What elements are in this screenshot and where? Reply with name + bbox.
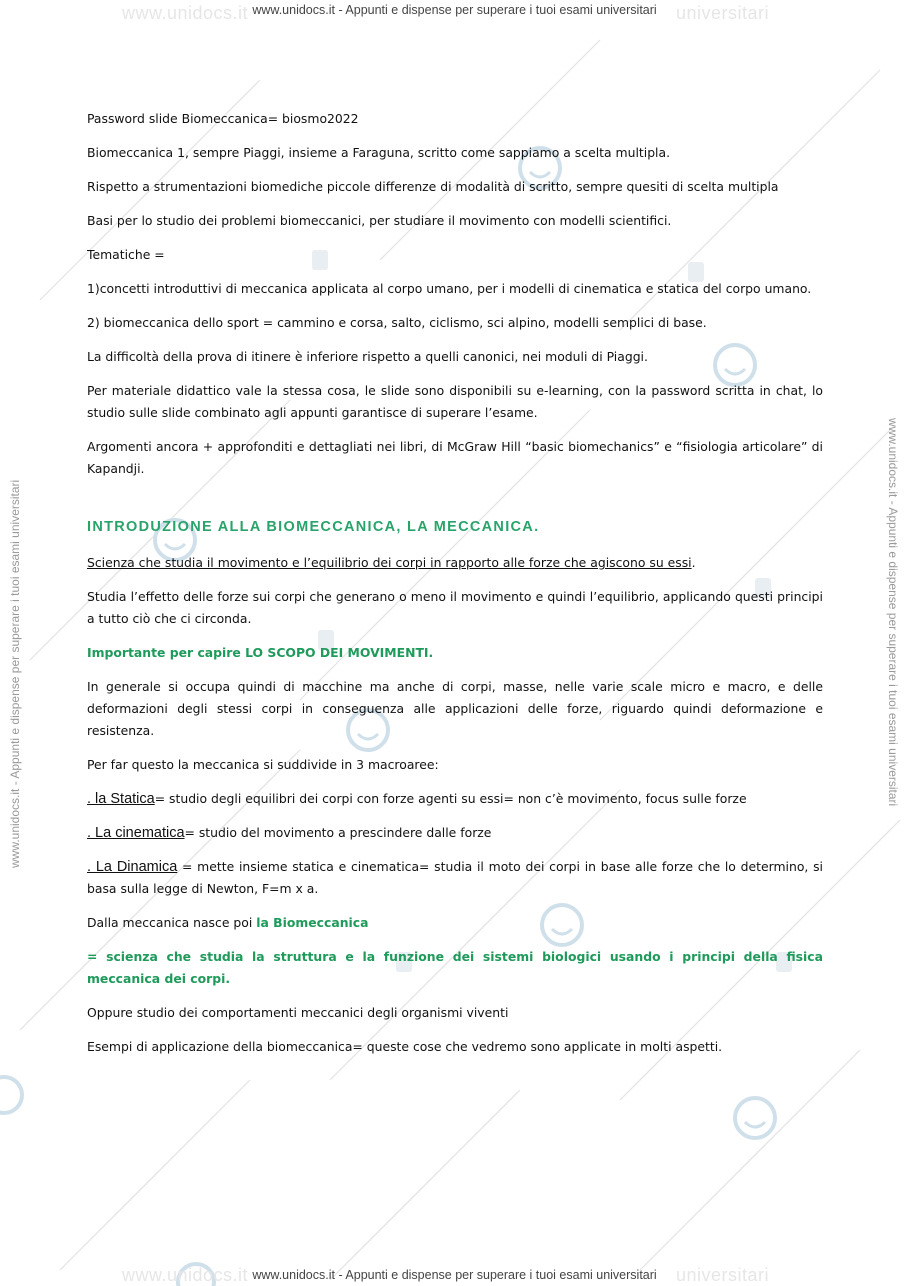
paragraph-books: Argomenti ancora + approfonditi e dettagliati nei libri, di McGraw Hill “basic biomechanics” e “fisiologia articolare” di Kapandji. bbox=[87, 439, 823, 476]
watermark-header: www.unidocs.it - Appunti e dispense per superare i tuoi esami universitari bbox=[252, 3, 657, 17]
paragraph-comparison: Rispetto a strumentazioni biomediche piccole differenze di modalità di scritto, sempre quesiti di scelta multipla bbox=[87, 179, 779, 194]
area-cinematica-text: = studio del movimento a prescindere dalle forze bbox=[184, 825, 492, 840]
area-statica-text: = studio degli equilibri dei corpi con forze agenti su essi= non c’è movimento, focus sulle forze bbox=[154, 791, 747, 806]
paragraph-exam-info: Biomeccanica 1, sempre Piaggi, insieme a Faraguna, scritto come sappiamo a scelta multipla. bbox=[87, 145, 671, 160]
paragraph-area-cinematica bbox=[87, 822, 823, 844]
paragraph-topics-label: Tematiche = bbox=[87, 247, 165, 262]
watermark-ghost-text: www.unidocs.it bbox=[122, 1265, 249, 1285]
paragraph-subdivide: Per far questo la meccanica si suddivide in 3 macroaree: bbox=[87, 757, 439, 772]
biomech-intro-text: Dalla meccanica nasce poi bbox=[87, 915, 257, 930]
biomech-term: la Biomeccanica bbox=[256, 915, 369, 930]
paragraph-materials: Per materiale didattico vale la stessa cosa, le slide sono disponibili su e-learning, con la password scritta in chat, lo studio sulle slide combinato agli appunti garantisce di superare l’esame. bbox=[87, 383, 823, 420]
paragraph-biomech-intro bbox=[87, 912, 823, 934]
paragraph-effect: Studia l’effetto delle forze sui corpi che generano o meno il movimento e quindi l’equilibrio, applicando questi principi a tutto ciò che ci circonda. bbox=[87, 589, 823, 626]
paragraph-difficulty: La difficoltà della prova di itinere è inferiore rispetto a quelli canonici, nei moduli di Piaggi. bbox=[87, 349, 648, 364]
definition-period: . bbox=[691, 555, 696, 570]
watermark-ghost-text: universitari bbox=[676, 3, 770, 23]
watermark-side-left: www.unidocs.it - Appunti e dispense per superare i tuoi esami universitari bbox=[8, 479, 22, 868]
paragraph-topic-2: 2) biomeccanica dello sport = cammino e corsa, salto, ciclismo, sci alpino, modelli semplici di base. bbox=[87, 315, 707, 330]
paragraph-topic-1: 1)concetti introduttivi di meccanica applicata al corpo umano, per i modelli di cinematica e statica del corpo umano. bbox=[87, 281, 812, 296]
paragraph-password: Password slide Biomeccanica= biosmo2022 bbox=[87, 111, 359, 126]
paragraph-alternative: Oppure studio dei comportamenti meccanici degli organismi viventi bbox=[87, 1005, 509, 1020]
paragraph-general: In generale si occupa quindi di macchine ma anche di corpi, masse, nelle varie scale micro e macro, e delle deformazioni degli stessi corpi in conseguenza alle applicazioni delle forze, riguardo quindi deformazione e resistenza. bbox=[87, 679, 823, 738]
area-dinamica-text: = mette insieme statica e cinematica= studia il moto dei corpi in base alle forze che lo determino, si basa sulla legge di Newton, F=m x a. bbox=[87, 859, 823, 896]
definition-underlined: Scienza che studia il movimento e l’equilibrio dei corpi in rapporto alle forze che agiscono su essi bbox=[87, 555, 692, 570]
section-heading: INTRODUZIONE ALLA BIOMECCANICA, LA MECCANICA. bbox=[87, 519, 540, 535]
paragraph-definition bbox=[87, 552, 823, 574]
paragraph-area-statica bbox=[87, 788, 823, 810]
term-statica: . la Statica bbox=[87, 791, 155, 807]
watermark-footer: www.unidocs.it - Appunti e dispense per superare i tuoi esami universitari bbox=[252, 1268, 657, 1282]
term-dinamica: . La Dinamica bbox=[87, 859, 178, 875]
paragraph-basics: Basi per lo studio dei problemi biomeccanici, per studiare il movimento con modelli scientifici. bbox=[87, 213, 672, 228]
watermark-ghost-text: www.unidocs.it bbox=[122, 3, 249, 23]
paragraph-important: Importante per capire LO SCOPO DEI MOVIMENTI. bbox=[87, 645, 434, 660]
term-cinematica: . La cinematica bbox=[87, 825, 185, 841]
document-body bbox=[87, 108, 823, 1070]
paragraph-examples: Esempi di applicazione della biomeccanica= queste cose che vedremo sono applicate in molti aspetti. bbox=[87, 1039, 723, 1054]
paragraph-area-dinamica bbox=[87, 856, 823, 900]
paragraph-biomech-definition: = scienza che studia la struttura e la funzione dei sistemi biologici usando i principi della fisica meccanica dei corpi. bbox=[87, 949, 823, 986]
watermark-side-right: www.unidocs.it - Appunti e dispense per superare i tuoi esami universitari bbox=[886, 418, 900, 807]
watermark-ghost-text: universitari bbox=[676, 1265, 770, 1285]
